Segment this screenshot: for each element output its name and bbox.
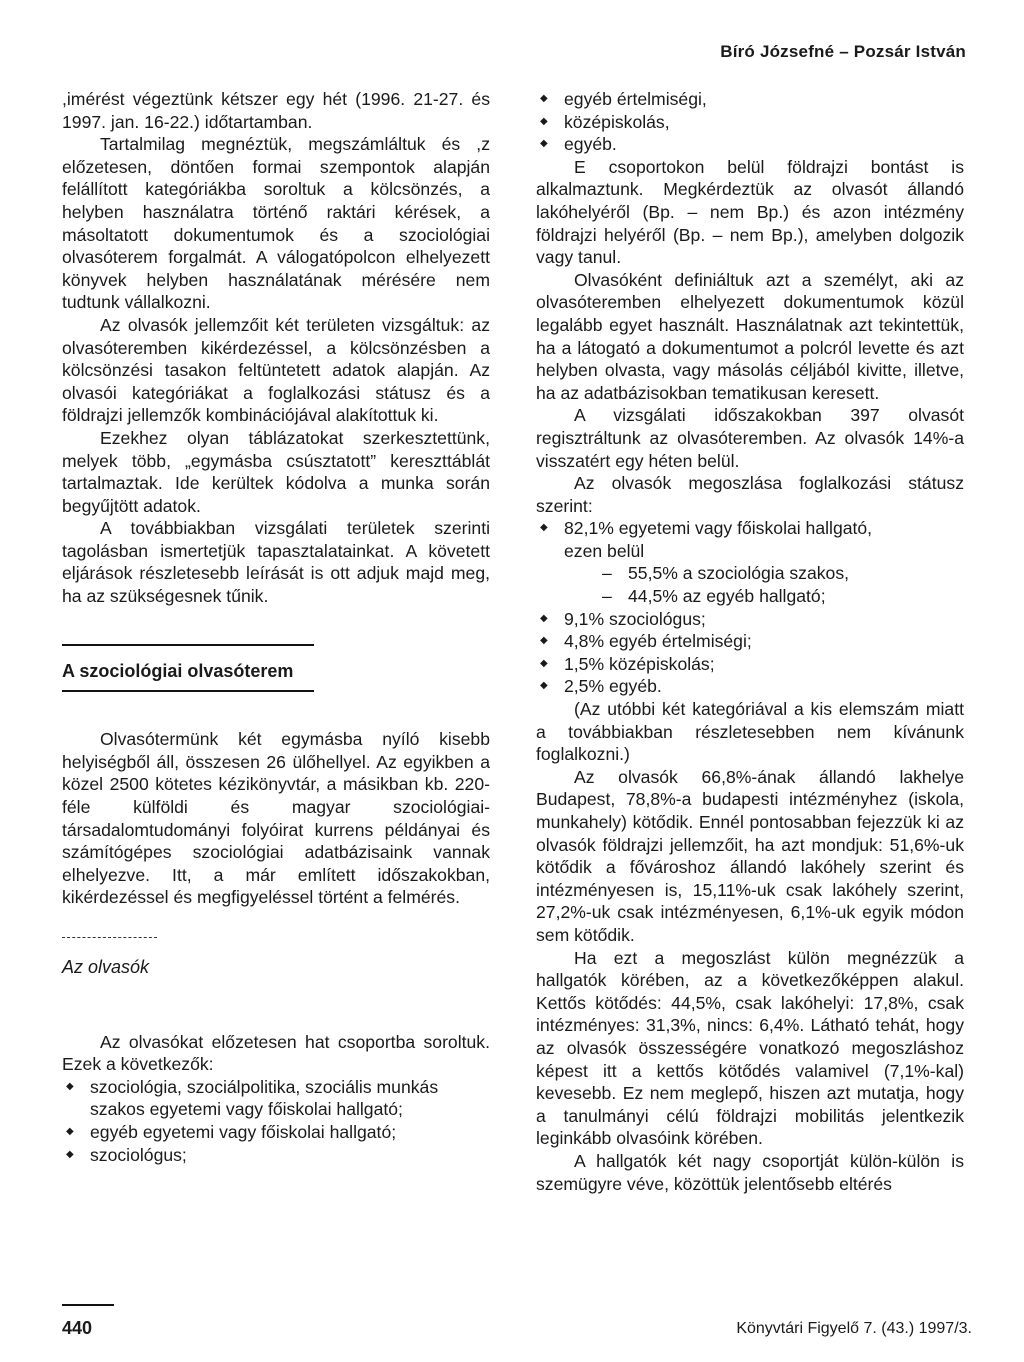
- list-item: ◆ középiskolás,: [536, 111, 964, 134]
- paragraph: A vizsgálati időszakokban 397 olvasót regisztráltunk az olvasóteremben. Az olvasók 14%-a visszatért egy héten belül.: [536, 405, 964, 471]
- paragraph: Az olvasók jellemzőit két területen vizsgáltuk: az olvasóteremben kikérdezéssel, a kölcsönzésben a kölcsönzési tasakon feltüntetett adatok alapján. Az olvasói kategóriákat a foglalkozási státusz és a földrajzi jellemzők kombinációjával alakítottuk ki.: [62, 314, 490, 426]
- left-column: [62, 88, 490, 1166]
- paragraph: A továbbiakban vizsgálati területek szerinti tagolásban ismertetjük tapasztalatainkat. A követett eljárások részletesebb leírását is ott adjuk majd meg, ha az szükségesnek tűnik.: [62, 518, 490, 607]
- running-header: Bíró Józsefné – Pozsár István: [720, 42, 966, 61]
- status-list: [536, 517, 964, 562]
- paragraph: Ezekhez olyan táblázatokat szerkesztettünk, melyek több, „egymásba csúsztatott” kereszttáblát tartalmaztak. Ide kerültek kódolva a munka során begyűjtött adatok.: [62, 427, 490, 516]
- list-item: ◆ szociológia, szociálpolitika, szociális munkás szakos egyetemi vagy főiskolai hallgató;: [62, 1076, 490, 1121]
- paragraph: Az olvasók 66,8%-ának állandó lakhelye Budapest, 78,8%-a budapesti intézményhez (iskola, munkahely) kötődik. Ennél pontosabban fejezzük ki az olvasók földrajzi jellemzőit, ha azt mondjuk: 51,6%-uk kötődik a fővároshoz állandó lakóhely szerint és intézményesen is, 15,11%-uk csak lakóhely szerint, 27,2%-uk csak intézményesen, 6,1%-uk egyik módon sem kötődik.: [536, 766, 964, 945]
- subsection-heading: Az olvasók: [62, 937, 157, 979]
- paragraph: Olvasóként definiáltuk azt a személyt, aki az olvasóteremben elhelyezett dokumentumok közül legalább egyet használt. Használatnak azt tekintettük, ha a látogató a dokumentumot a polcról levette és azt helyben olvasta, vagy másolás céljából kivitte, illetve, ha az adatbázisokban tematikusan keresett.: [536, 269, 964, 403]
- reader-group-list: [62, 1076, 490, 1166]
- paragraph: (Az utóbbi két kategóriával a kis elemszám miatt a továbbiakban részletesebben nem kívánunk foglalkozni.): [536, 699, 964, 765]
- right-column: [536, 88, 964, 1195]
- paragraph: Az olvasók megoszlása foglalkozási státusz szerint:: [536, 473, 964, 516]
- reader-group-list-cont: [536, 88, 964, 156]
- status-list-rest: [536, 608, 964, 698]
- paragraph: Az olvasókat előzetesen hat csoportba soroltuk. Ezek a következők:: [62, 1031, 490, 1075]
- list-item: ◆ 4,8% egyéb értelmiségi;: [536, 630, 964, 653]
- list-item: [536, 517, 964, 562]
- list-item: – 44,5% az egyéb hallgató;: [536, 585, 964, 608]
- list-item: ◆ szociológus;: [62, 1144, 490, 1167]
- journal-citation: Könyvtári Figyelő 7. (43.) 1997/3.: [736, 1320, 972, 1337]
- list-item: – 55,5% a szociológia szakos,: [536, 562, 964, 585]
- paragraph: Ha ezt a megoszlást külön megnézzük a hallgatók körében, az a következőképpen alakul. Kettős kötődés: 44,5%, csak lakóhelyi: 17,8%, csak intézményes: 31,3%, nincs: 6,4%. Látható tehát, hogy az olvasók összességére vonatkozó megoszláshoz képest itt a kettős kötődés valamivel (7,1%-kal) kevesebb. Ez nem meglepő, hiszen azt mutatja, hogy a tanulmányi célú földrajzi mobilitás jelentkezik leginkább olvasóink körében.: [536, 947, 964, 1149]
- paragraph: Olvasótermünk két egymásba nyíló kisebb helyiségből áll, összesen 26 ülőhellyel. Az egyikben a közel 2500 kötetes kézikönyvtár, a másikban kb. 220-féle külföldi és magyar szociológiai-társadalomtudományi folyóirat kurrens példányai és számítógépes szociológiai adatbázisaink vannak elhelyezve. Itt, a már említett időszakokban, kikérdezéssel és megfigyeléssel történt a felmérés.: [62, 729, 490, 908]
- list-item: ◆ egyéb egyetemi vagy főiskolai hallgató;: [62, 1121, 490, 1144]
- paragraph: E csoportokon belül földrajzi bontást is alkalmaztunk. Megkérdeztük az olvasót állandó lakóhelyéről (Bp. – nem Bp.) és azon intézmény földrajzi helyéről (Bp. – nem Bp.), amelyben dolgozik vagy tanul.: [536, 156, 964, 268]
- list-item: ◆ 1,5% középiskolás;: [536, 653, 964, 676]
- status-item-cont: ezen belül: [564, 540, 645, 561]
- list-item: ◆ 9,1% szociológus;: [536, 608, 964, 631]
- section-heading: A szociológiai olvasóterem: [62, 644, 314, 693]
- footer-rule: [62, 1304, 114, 1306]
- list-item: ◆ egyéb.: [536, 133, 964, 156]
- paragraph: Tartalmilag megnéztük, megszámláltuk és ,z előzetesen, döntően formai szempontok alapján felállított kategóriákba soroltuk a kölcsönzés, a helyben használatra történő raktári kérések, a másoltatott dokumentumok és a szociológiai olvasóterem forgalmát. A válogatópolcon elhelyezett könyvek helyben használatának mérésére nem tudtunk vállalkozni.: [62, 134, 490, 313]
- status-item-text: 82,1% egyetemi vagy főiskolai hallgató,: [564, 518, 873, 539]
- page-number: 440: [62, 1318, 93, 1338]
- list-item: ◆ egyéb értelmiségi,: [536, 88, 964, 111]
- student-breakdown-list: [536, 562, 964, 607]
- paragraph: ,imérést végeztünk kétszer egy hét (1996. 21-27. és 1997. jan. 16-22.) időtartamban.: [62, 89, 490, 132]
- paragraph: A hallgatók két nagy csoportját külön-külön is szemügyre véve, közöttük jelentősebb eltérés: [536, 1150, 964, 1194]
- list-item: ◆ 2,5% egyéb.: [536, 675, 964, 698]
